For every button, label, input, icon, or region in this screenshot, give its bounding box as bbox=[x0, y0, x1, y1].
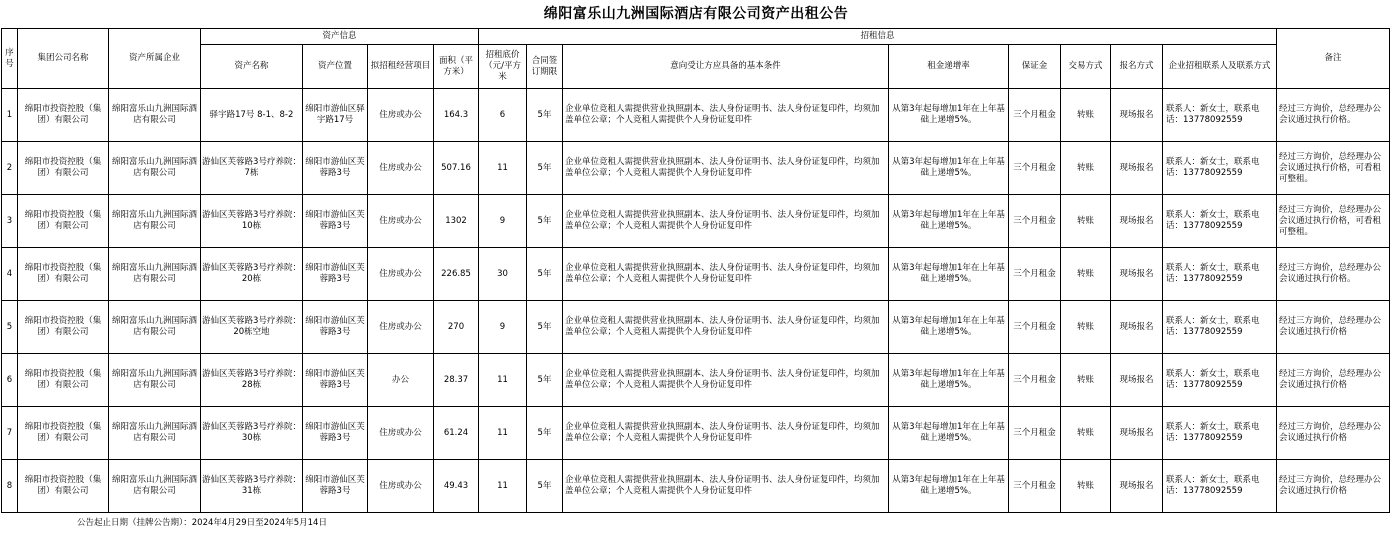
cell-area: 226.85 bbox=[434, 248, 479, 301]
header-recruit-info: 招租信息 bbox=[479, 29, 1277, 45]
header-biz-item: 拟招租经营项目 bbox=[368, 45, 434, 89]
cell-signup: 现场报名 bbox=[1111, 354, 1163, 407]
cell-conditions: 企业单位竞租人需提供营业执照副本、法人身份证明书、法人身份证复印件，均须加盖单位公章；个人竞租人需提供个人身份证复印件 bbox=[563, 460, 889, 513]
header-asset-info: 资产信息 bbox=[201, 29, 479, 45]
cell-trade: 转账 bbox=[1061, 354, 1111, 407]
cell-deposit: 三个月租金 bbox=[1009, 301, 1061, 354]
header-base-price: 招租底价（元/平方米 bbox=[479, 45, 527, 89]
cell-deposit: 三个月租金 bbox=[1009, 142, 1061, 195]
cell-biz-item: 住房或办公 bbox=[368, 89, 434, 142]
cell-signup: 现场报名 bbox=[1111, 460, 1163, 513]
cell-asset-name: 游仙区芙蓉路3号疗养院：31栋 bbox=[201, 460, 303, 513]
cell-asset-name: 游仙区芙蓉路3号疗养院：7栋 bbox=[201, 142, 303, 195]
cell-trade: 转账 bbox=[1061, 89, 1111, 142]
cell-area: 1302 bbox=[434, 195, 479, 248]
cell-contact: 联系人：新女士，联系电话：13778092559 bbox=[1163, 89, 1277, 142]
cell-company: 绵阳富乐山九洲国际酒店有限公司 bbox=[109, 354, 201, 407]
cell-seq: 8 bbox=[2, 460, 18, 513]
cell-location: 绵阳市游仙区芙蓉路3号 bbox=[303, 460, 368, 513]
table-row bbox=[2, 89, 1390, 142]
table-row bbox=[2, 248, 1390, 301]
cell-area: 270 bbox=[434, 301, 479, 354]
cell-deposit: 三个月租金 bbox=[1009, 407, 1061, 460]
cell-signup: 现场报名 bbox=[1111, 89, 1163, 142]
cell-asset-name: 游仙区芙蓉路3号疗养院：28栋 bbox=[201, 354, 303, 407]
cell-trade: 转账 bbox=[1061, 407, 1111, 460]
header-remark: 备注 bbox=[1277, 29, 1390, 89]
header-row-sub bbox=[2, 45, 1390, 89]
cell-remark: 经过三方询价，总经理办公会议通过执行价格。 bbox=[1277, 248, 1390, 301]
cell-biz-item: 住房或办公 bbox=[368, 460, 434, 513]
asset-lease-table bbox=[1, 28, 1390, 513]
cell-contact: 联系人：新女士，联系电话：13778092559 bbox=[1163, 142, 1277, 195]
cell-contact: 联系人：新女士，联系电话：13778092559 bbox=[1163, 354, 1277, 407]
header-row-top bbox=[2, 29, 1390, 45]
cell-company: 绵阳富乐山九洲国际酒店有限公司 bbox=[109, 407, 201, 460]
cell-base-price: 9 bbox=[479, 195, 527, 248]
cell-area: 61.24 bbox=[434, 407, 479, 460]
cell-increase: 从第3年起每增加1年在上年基础上递增5%。 bbox=[889, 142, 1009, 195]
cell-increase: 从第3年起每增加1年在上年基础上递增5%。 bbox=[889, 89, 1009, 142]
cell-contact: 联系人：新女士，联系电话：13778092559 bbox=[1163, 301, 1277, 354]
cell-seq: 5 bbox=[2, 301, 18, 354]
cell-increase: 从第3年起每增加1年在上年基础上递增5%。 bbox=[889, 407, 1009, 460]
cell-remark: 经过三方询价，总经理办公会议通过执行价格 bbox=[1277, 407, 1390, 460]
cell-conditions: 企业单位竞租人需提供营业执照副本、法人身份证明书、法人身份证复印件，均须加盖单位公章；个人竞租人需提供个人身份证复印件 bbox=[563, 195, 889, 248]
cell-conditions: 企业单位竞租人需提供营业执照副本、法人身份证明书、法人身份证复印件，均须加盖单位公章；个人竞租人需提供个人身份证复印件 bbox=[563, 301, 889, 354]
cell-location: 绵阳市游仙区驿宇路17号 bbox=[303, 89, 368, 142]
cell-increase: 从第3年起每增加1年在上年基础上递增5%。 bbox=[889, 248, 1009, 301]
cell-contact: 联系人：新女士，联系电话：13778092559 bbox=[1163, 248, 1277, 301]
cell-group: 绵阳市投资控股（集团）有限公司 bbox=[18, 354, 109, 407]
cell-trade: 转账 bbox=[1061, 142, 1111, 195]
notice-title: 绵阳富乐山九洲国际酒店有限公司资产出租公告 bbox=[543, 6, 849, 22]
cell-remark: 经过三方询价，总经理办公会议通过执行价格 bbox=[1277, 354, 1390, 407]
cell-term: 5年 bbox=[527, 460, 563, 513]
table-row bbox=[2, 195, 1390, 248]
header-increase: 租金递增率 bbox=[889, 45, 1009, 89]
cell-location: 绵阳市游仙区芙蓉路3号 bbox=[303, 407, 368, 460]
cell-conditions: 企业单位竞租人需提供营业执照副本、法人身份证明书、法人身份证复印件，均须加盖单位公章；个人竞租人需提供个人身份证复印件 bbox=[563, 142, 889, 195]
cell-remark: 经过三方询价，总经理办公会议通过执行价格 bbox=[1277, 301, 1390, 354]
cell-location: 绵阳市游仙区芙蓉路3号 bbox=[303, 195, 368, 248]
table-row bbox=[2, 354, 1390, 407]
cell-base-price: 11 bbox=[479, 354, 527, 407]
cell-remark: 经过三方询价，总经理办公会议通过执行价格，可看租可整租。 bbox=[1277, 142, 1390, 195]
cell-conditions: 企业单位竞租人需提供营业执照副本、法人身份证明书、法人身份证复印件，均须加盖单位公章；个人竞租人需提供个人身份证复印件 bbox=[563, 354, 889, 407]
cell-biz-item: 办公 bbox=[368, 354, 434, 407]
cell-trade: 转账 bbox=[1061, 248, 1111, 301]
cell-term: 5年 bbox=[527, 195, 563, 248]
header-asset-name: 资产名称 bbox=[201, 45, 303, 89]
cell-seq: 6 bbox=[2, 354, 18, 407]
cell-seq: 7 bbox=[2, 407, 18, 460]
header-trade: 交易方式 bbox=[1061, 45, 1111, 89]
cell-deposit: 三个月租金 bbox=[1009, 248, 1061, 301]
cell-term: 5年 bbox=[527, 301, 563, 354]
table-row bbox=[2, 460, 1390, 513]
cell-area: 28.37 bbox=[434, 354, 479, 407]
cell-base-price: 9 bbox=[479, 301, 527, 354]
cell-deposit: 三个月租金 bbox=[1009, 354, 1061, 407]
cell-deposit: 三个月租金 bbox=[1009, 89, 1061, 142]
cell-term: 5年 bbox=[527, 248, 563, 301]
cell-company: 绵阳富乐山九洲国际酒店有限公司 bbox=[109, 142, 201, 195]
cell-trade: 转账 bbox=[1061, 460, 1111, 513]
cell-signup: 现场报名 bbox=[1111, 407, 1163, 460]
cell-company: 绵阳富乐山九洲国际酒店有限公司 bbox=[109, 248, 201, 301]
header-signup: 报名方式 bbox=[1111, 45, 1163, 89]
cell-seq: 4 bbox=[2, 248, 18, 301]
cell-increase: 从第3年起每增加1年在上年基础上递增5%。 bbox=[889, 354, 1009, 407]
cell-group: 绵阳市投资控股（集团）有限公司 bbox=[18, 407, 109, 460]
cell-signup: 现场报名 bbox=[1111, 301, 1163, 354]
cell-area: 164.3 bbox=[434, 89, 479, 142]
cell-increase: 从第3年起每增加1年在上年基础上递增5%。 bbox=[889, 460, 1009, 513]
cell-asset-name: 游仙区芙蓉路3号疗养院：30栋 bbox=[201, 407, 303, 460]
cell-asset-name: 游仙区芙蓉路3号疗养院：10栋 bbox=[201, 195, 303, 248]
cell-remark: 经过三方询价，总经理办公会议通过执行价格。 bbox=[1277, 89, 1390, 142]
header-group: 集团公司名称 bbox=[18, 29, 109, 89]
cell-contact: 联系人：新女士，联系电话：13778092559 bbox=[1163, 460, 1277, 513]
cell-biz-item: 住房或办公 bbox=[368, 407, 434, 460]
cell-signup: 现场报名 bbox=[1111, 248, 1163, 301]
notice-period: 公告起止日期（挂牌公告期）：2024年4月29日至2024年5月14日 bbox=[77, 518, 327, 528]
cell-base-price: 11 bbox=[479, 407, 527, 460]
cell-biz-item: 住房或办公 bbox=[368, 195, 434, 248]
cell-trade: 转账 bbox=[1061, 195, 1111, 248]
cell-asset-name: 驿宇路17号 8-1、8-2 bbox=[201, 89, 303, 142]
cell-asset-name: 游仙区芙蓉路3号疗养院：20栋 bbox=[201, 248, 303, 301]
table-row bbox=[2, 407, 1390, 460]
cell-signup: 现场报名 bbox=[1111, 195, 1163, 248]
header-conditions: 意向受让方应具备的基本条件 bbox=[563, 45, 889, 89]
cell-deposit: 三个月租金 bbox=[1009, 460, 1061, 513]
cell-signup: 现场报名 bbox=[1111, 142, 1163, 195]
cell-increase: 从第3年起每增加1年在上年基础上递增5%。 bbox=[889, 195, 1009, 248]
header-company: 资产所属企业 bbox=[109, 29, 201, 89]
table-row bbox=[2, 301, 1390, 354]
header-term: 合同签订期限 bbox=[527, 45, 563, 89]
cell-term: 5年 bbox=[527, 407, 563, 460]
cell-term: 5年 bbox=[527, 354, 563, 407]
cell-company: 绵阳富乐山九洲国际酒店有限公司 bbox=[109, 460, 201, 513]
cell-remark: 经过三方询价，总经理办公会议通过执行价格 bbox=[1277, 460, 1390, 513]
cell-asset-name: 游仙区芙蓉路3号疗养院：20栋空地 bbox=[201, 301, 303, 354]
table-row bbox=[2, 142, 1390, 195]
cell-company: 绵阳富乐山九洲国际酒店有限公司 bbox=[109, 89, 201, 142]
cell-biz-item: 住房或办公 bbox=[368, 142, 434, 195]
cell-location: 绵阳市游仙区芙蓉路3号 bbox=[303, 301, 368, 354]
header-area: 面积（平方米） bbox=[434, 45, 479, 89]
cell-location: 绵阳市游仙区芙蓉路3号 bbox=[303, 354, 368, 407]
cell-area: 507.16 bbox=[434, 142, 479, 195]
cell-seq: 1 bbox=[2, 89, 18, 142]
header-asset-location: 资产位置 bbox=[303, 45, 368, 89]
cell-contact: 联系人：新女士，联系电话：13778092559 bbox=[1163, 407, 1277, 460]
cell-remark: 经过三方询价，总经理办公会议通过执行价格，可看租可整租。 bbox=[1277, 195, 1390, 248]
cell-group: 绵阳市投资控股（集团）有限公司 bbox=[18, 460, 109, 513]
cell-conditions: 企业单位竞租人需提供营业执照副本、法人身份证明书、法人身份证复印件，均须加盖单位公章；个人竞租人需提供个人身份证复印件 bbox=[563, 89, 889, 142]
header-contact: 企业招租联系人及联系方式 bbox=[1163, 45, 1277, 89]
cell-term: 5年 bbox=[527, 142, 563, 195]
cell-increase: 从第3年起每增加1年在上年基础上递增5%。 bbox=[889, 301, 1009, 354]
cell-conditions: 企业单位竞租人需提供营业执照副本、法人身份证明书、法人身份证复印件，均须加盖单位公章；个人竞租人需提供个人身份证复印件 bbox=[563, 248, 889, 301]
cell-deposit: 三个月租金 bbox=[1009, 195, 1061, 248]
header-deposit: 保证金 bbox=[1009, 45, 1061, 89]
cell-group: 绵阳市投资控股（集团）有限公司 bbox=[18, 248, 109, 301]
header-seq: 序号 bbox=[2, 29, 18, 89]
cell-conditions: 企业单位竞租人需提供营业执照副本、法人身份证明书、法人身份证复印件，均须加盖单位公章；个人竞租人需提供个人身份证复印件 bbox=[563, 407, 889, 460]
cell-base-price: 11 bbox=[479, 460, 527, 513]
cell-biz-item: 住房或办公 bbox=[368, 248, 434, 301]
cell-location: 绵阳市游仙区芙蓉路3号 bbox=[303, 248, 368, 301]
cell-base-price: 6 bbox=[479, 89, 527, 142]
cell-trade: 转账 bbox=[1061, 301, 1111, 354]
cell-area: 49.43 bbox=[434, 460, 479, 513]
cell-group: 绵阳市投资控股（集团）有限公司 bbox=[18, 195, 109, 248]
cell-group: 绵阳市投资控股（集团）有限公司 bbox=[18, 142, 109, 195]
cell-base-price: 11 bbox=[479, 142, 527, 195]
cell-company: 绵阳富乐山九洲国际酒店有限公司 bbox=[109, 301, 201, 354]
cell-seq: 2 bbox=[2, 142, 18, 195]
cell-seq: 3 bbox=[2, 195, 18, 248]
cell-contact: 联系人：新女士，联系电话：13778092559 bbox=[1163, 195, 1277, 248]
cell-base-price: 30 bbox=[479, 248, 527, 301]
cell-term: 5年 bbox=[527, 89, 563, 142]
cell-group: 绵阳市投资控股（集团）有限公司 bbox=[18, 89, 109, 142]
cell-group: 绵阳市投资控股（集团）有限公司 bbox=[18, 301, 109, 354]
cell-company: 绵阳富乐山九洲国际酒店有限公司 bbox=[109, 195, 201, 248]
cell-biz-item: 住房或办公 bbox=[368, 301, 434, 354]
cell-location: 绵阳市游仙区芙蓉路3号 bbox=[303, 142, 368, 195]
